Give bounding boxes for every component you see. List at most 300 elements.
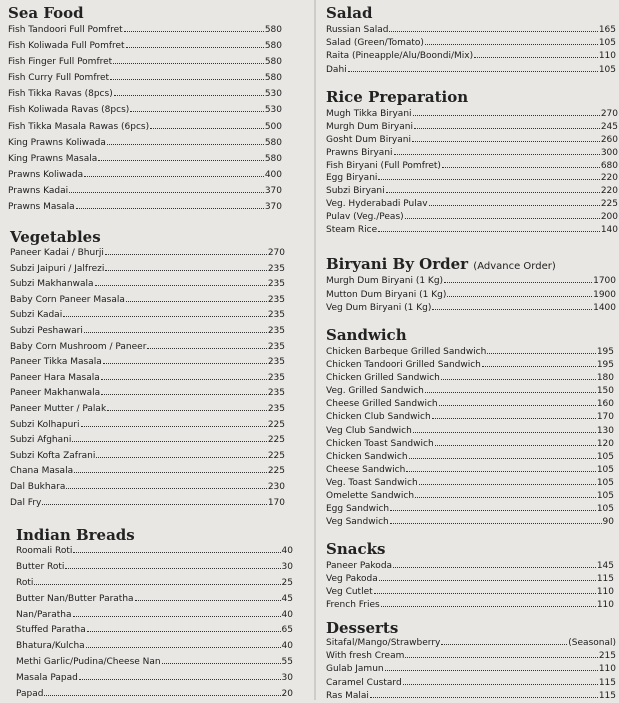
menu-item xyxy=(8,102,282,118)
menu-item xyxy=(10,402,285,418)
item-price: 225 xyxy=(267,466,285,477)
item-name: Veg. Toast Sandwich xyxy=(326,477,418,488)
item-price: 580 xyxy=(264,153,282,164)
menu-item xyxy=(10,371,285,387)
leader-dots xyxy=(87,625,281,632)
leader-dots xyxy=(442,161,600,168)
leader-dots xyxy=(84,326,267,333)
menu-item xyxy=(10,496,285,512)
item-price: 580 xyxy=(264,25,282,35)
menu-item xyxy=(8,135,282,151)
item-price: 580 xyxy=(264,73,282,84)
menu-section-indian-breads xyxy=(16,526,293,703)
item-name: Butter Roti xyxy=(16,561,65,572)
menu-item xyxy=(326,573,614,586)
leader-dots xyxy=(393,561,596,568)
item-price: 115 xyxy=(598,677,616,688)
item-price: 110 xyxy=(596,600,614,611)
menu-item xyxy=(326,650,616,663)
menu-item xyxy=(8,38,282,54)
item-price: 400 xyxy=(264,169,282,180)
leader-dots xyxy=(474,51,598,58)
menu-item xyxy=(326,451,614,464)
leader-dots xyxy=(389,25,597,32)
leader-dots xyxy=(447,290,592,297)
item-price: 270 xyxy=(600,109,618,119)
menu-item xyxy=(326,690,616,703)
item-name: Papad xyxy=(16,689,44,700)
item-name: Fish Tikka Ravas (8pcs) xyxy=(8,89,113,100)
leader-dots xyxy=(374,587,596,594)
item-price: 65 xyxy=(281,625,293,636)
menu-item xyxy=(8,86,282,102)
section-title: Snacks xyxy=(326,540,386,558)
item-name: Gosht Dum Biryani xyxy=(326,134,411,145)
menu-item xyxy=(10,262,285,278)
leader-dots xyxy=(73,546,280,553)
menu-item xyxy=(326,516,614,529)
leader-dots xyxy=(66,482,266,489)
item-price: 55 xyxy=(281,657,293,668)
item-name: Cheese Grilled Sandwich xyxy=(326,399,438,410)
menu-item xyxy=(326,160,618,173)
leader-dots xyxy=(34,578,280,585)
menu-item xyxy=(8,119,282,135)
item-name: Chicken Toast Sandwich xyxy=(326,438,434,449)
item-name: Chicken Club Sandwich xyxy=(326,412,431,423)
item-price: 235 xyxy=(267,263,285,274)
menu-item xyxy=(10,464,285,480)
menu-item xyxy=(326,425,614,438)
leader-dots xyxy=(444,276,592,283)
item-price: 170 xyxy=(596,412,614,423)
item-name: Egg Biryani xyxy=(326,173,378,184)
item-price: 530 xyxy=(264,89,282,100)
item-name: Prawns Koliwada xyxy=(8,169,84,180)
item-price: 235 xyxy=(267,372,285,383)
item-name: Baby Corn Mushroom / Paneer xyxy=(10,341,147,352)
item-name: Prawns Biryani xyxy=(326,147,393,158)
item-name: Pulav (Veg./Peas) xyxy=(326,212,404,223)
leader-dots xyxy=(390,517,602,524)
item-name: Ras Malai xyxy=(326,690,369,701)
menu-item xyxy=(16,639,293,655)
column-divider xyxy=(314,0,316,700)
menu-item xyxy=(16,560,293,576)
item-price: 30 xyxy=(281,673,293,684)
item-price: 195 xyxy=(596,347,614,357)
leader-dots xyxy=(101,373,267,380)
item-name: Subzi Makhanwala xyxy=(10,279,94,290)
menu-item xyxy=(16,592,293,608)
item-price: 235 xyxy=(267,294,285,305)
item-price: 145 xyxy=(596,561,614,571)
item-name: With fresh Cream xyxy=(326,651,405,662)
item-price: 235 xyxy=(267,279,285,290)
section-heading xyxy=(8,4,282,22)
item-name: Veg Dum Biryani (1 Kg) xyxy=(326,303,432,313)
item-name: Fish Tandoori Full Pomfret xyxy=(8,25,123,35)
menu-item xyxy=(10,433,285,449)
leader-dots xyxy=(386,186,600,193)
menu-item xyxy=(8,183,282,199)
menu-item xyxy=(326,477,614,490)
menu-item xyxy=(10,308,285,324)
item-name: Dal Fry xyxy=(10,497,42,508)
menu-item xyxy=(326,147,618,160)
item-name: Gulab Jamun xyxy=(326,664,384,675)
menu-item xyxy=(8,70,282,86)
item-name: Subzi Afghani xyxy=(10,435,72,446)
item-name: Subzi Peshawari xyxy=(10,325,83,336)
menu-item xyxy=(326,121,618,134)
menu-item xyxy=(16,608,293,624)
section-note: (Advance Order) xyxy=(473,261,556,272)
leader-dots xyxy=(107,404,267,411)
item-price: 235 xyxy=(267,325,285,336)
item-price: 1700 xyxy=(593,276,616,286)
menu-item xyxy=(10,355,285,371)
item-price: 530 xyxy=(264,105,282,116)
section-heading xyxy=(16,526,293,544)
leader-dots xyxy=(79,673,281,680)
leader-dots xyxy=(101,388,267,395)
item-name: Roti xyxy=(16,577,34,588)
menu-section-salad xyxy=(326,4,616,77)
item-price: 195 xyxy=(596,360,614,371)
section-title: Sea Food xyxy=(8,4,84,22)
item-name: Chicken Grilled Sandwich xyxy=(326,373,440,384)
menu-item xyxy=(10,418,285,434)
item-name: Chicken Sandwich xyxy=(326,451,408,462)
item-name: Bhatura/Kulcha xyxy=(16,641,85,652)
item-name: Paneer Mutter / Palak xyxy=(10,403,107,414)
section-heading xyxy=(326,255,616,275)
item-name: Prawns Kadai xyxy=(8,185,69,196)
menu-item xyxy=(10,324,285,340)
leader-dots xyxy=(86,641,281,648)
item-price: 220 xyxy=(600,186,618,197)
menu-item xyxy=(326,108,618,121)
leader-dots xyxy=(390,504,596,511)
item-name: Dal Bukhara xyxy=(10,481,66,492)
item-name: Omelette Sandwich xyxy=(326,491,415,502)
item-price: 215 xyxy=(598,651,616,662)
leader-dots xyxy=(425,386,596,393)
leader-dots xyxy=(63,310,267,317)
item-name: Fish Tikka Masala Rawas (6pcs) xyxy=(8,121,150,132)
item-price: 105 xyxy=(598,38,616,49)
leader-dots xyxy=(406,465,596,472)
leader-dots xyxy=(114,89,264,96)
section-heading xyxy=(326,88,618,108)
menu-item xyxy=(8,199,282,215)
leader-dots xyxy=(378,173,599,180)
item-price: 110 xyxy=(598,664,616,675)
leader-dots xyxy=(73,610,281,617)
item-price: 165 xyxy=(598,25,616,35)
item-price: 235 xyxy=(267,403,285,414)
item-price: 40 xyxy=(281,546,293,556)
leader-dots xyxy=(381,600,596,607)
item-name: Paneer Pakoda xyxy=(326,561,393,571)
item-price: 105 xyxy=(596,504,614,515)
menu-item xyxy=(8,167,282,183)
leader-dots xyxy=(441,373,596,380)
item-price: 160 xyxy=(596,399,614,410)
leader-dots xyxy=(385,664,598,671)
item-name: Chana Masala xyxy=(10,466,74,477)
item-price: 225 xyxy=(267,419,285,430)
leader-dots xyxy=(432,412,596,419)
item-price: 235 xyxy=(267,341,285,352)
leader-dots xyxy=(413,109,600,116)
leader-dots xyxy=(429,199,600,206)
leader-dots xyxy=(76,202,264,209)
menu-item xyxy=(10,340,285,356)
item-name: Stuffed Paratha xyxy=(16,625,86,636)
item-name: Fish Biryani (Full Pomfret) xyxy=(326,160,441,171)
leader-dots xyxy=(98,154,264,161)
item-name: Chicken Tandoori Grilled Sandwich xyxy=(326,360,481,371)
item-price: 245 xyxy=(600,121,618,132)
item-name: Steam Rice xyxy=(326,225,378,236)
item-price: 170 xyxy=(267,497,285,508)
menu-item xyxy=(326,224,618,237)
menu-item xyxy=(326,24,616,37)
item-name: Baby Corn Paneer Masala xyxy=(10,294,125,305)
leader-dots xyxy=(124,25,264,32)
section-heading xyxy=(326,619,616,637)
leader-dots xyxy=(415,491,596,498)
menu-item xyxy=(326,198,618,211)
section-heading xyxy=(326,326,614,346)
item-price: 225 xyxy=(267,435,285,446)
leader-dots xyxy=(162,657,281,664)
item-price: (Seasonal) xyxy=(568,638,616,648)
item-name: Dahi xyxy=(326,64,347,75)
item-name: Veg Club Sandwich xyxy=(326,425,412,436)
leader-dots xyxy=(72,435,266,442)
item-price: 370 xyxy=(264,185,282,196)
item-name: Subzi Kadai xyxy=(10,310,63,321)
item-name: Veg. Grilled Sandwich xyxy=(326,386,424,397)
item-name: Masala Papad xyxy=(16,673,78,684)
item-price: 260 xyxy=(600,134,618,145)
leader-dots xyxy=(105,248,267,255)
section-heading xyxy=(326,4,616,24)
menu-item xyxy=(326,372,614,385)
menu-item xyxy=(326,37,616,50)
leader-dots xyxy=(65,562,280,569)
section-title: Rice Preparation xyxy=(326,88,469,106)
menu-item xyxy=(16,671,293,687)
item-name: Butter Nan/Butter Paratha xyxy=(16,593,134,604)
section-title: Biryani By Order xyxy=(326,255,469,273)
menu-item xyxy=(10,386,285,402)
menu-item xyxy=(16,623,293,639)
item-price: 25 xyxy=(281,577,293,588)
menu-item xyxy=(16,544,293,560)
item-price: 1900 xyxy=(593,289,616,300)
item-name: Veg Sandwich xyxy=(326,517,389,528)
menu-item xyxy=(8,151,282,167)
menu-section-vegetables xyxy=(10,228,285,511)
item-price: 220 xyxy=(600,173,618,184)
item-name: Fish Koliwada Ravas (8pcs) xyxy=(8,105,130,116)
menu-section-sandwich xyxy=(326,326,614,529)
menu-item xyxy=(10,277,285,293)
section-title: Salad xyxy=(326,4,373,22)
leader-dots xyxy=(150,122,264,129)
item-name: Veg Pakoda xyxy=(326,574,378,585)
item-price: 130 xyxy=(596,425,614,436)
leader-dots xyxy=(482,360,596,367)
section-heading xyxy=(326,540,614,560)
menu-item xyxy=(10,293,285,309)
item-price: 200 xyxy=(600,212,618,223)
item-name: Salad (Green/Tomato) xyxy=(326,38,424,49)
leader-dots xyxy=(348,65,598,72)
menu-item xyxy=(10,449,285,465)
item-price: 105 xyxy=(596,491,614,502)
menu-item xyxy=(326,560,614,573)
leader-dots xyxy=(441,638,567,645)
item-price: 150 xyxy=(596,386,614,397)
menu-item xyxy=(326,503,614,516)
menu-item xyxy=(326,385,614,398)
leader-dots xyxy=(42,498,266,505)
menu-section-snacks xyxy=(326,540,614,612)
item-name: Veg Cutlet xyxy=(326,587,373,598)
item-name: French Fries xyxy=(326,600,380,611)
leader-dots xyxy=(126,295,267,302)
item-name: Russian Salad xyxy=(326,25,389,35)
leader-dots xyxy=(378,225,600,232)
menu-item xyxy=(326,398,614,411)
item-price: 45 xyxy=(281,593,293,604)
item-name: Subzi Kofta Zafrani xyxy=(10,450,96,461)
item-name: Nan/Paratha xyxy=(16,609,72,620)
menu-item xyxy=(8,54,282,70)
item-price: 90 xyxy=(602,517,614,528)
section-heading xyxy=(10,228,285,246)
item-name: Subzi Jaipuri / Jalfrezi xyxy=(10,263,105,274)
item-price: 105 xyxy=(596,477,614,488)
menu-item xyxy=(326,50,616,63)
item-price: 370 xyxy=(264,202,282,213)
menu-item xyxy=(10,246,285,262)
menu-section-sea-food xyxy=(8,4,282,215)
leader-dots xyxy=(412,135,600,142)
item-price: 40 xyxy=(281,641,293,652)
leader-dots xyxy=(69,186,264,193)
menu-item xyxy=(16,655,293,671)
item-price: 105 xyxy=(596,464,614,475)
leader-dots xyxy=(403,678,598,685)
item-price: 235 xyxy=(267,357,285,368)
item-name: Mutton Dum Biryani (1 Kg) xyxy=(326,289,447,300)
item-price: 230 xyxy=(267,481,285,492)
item-price: 500 xyxy=(264,121,282,132)
item-price: 180 xyxy=(596,373,614,384)
leader-dots xyxy=(405,651,597,658)
item-name: Subzi Biryani xyxy=(326,186,385,197)
item-name: Paneer Kadai / Bhurji xyxy=(10,248,104,258)
leader-dots xyxy=(147,342,266,349)
item-name: Murgh Dum Biryani (1 Kg) xyxy=(326,276,444,286)
item-name: Paneer Tikka Masala xyxy=(10,357,102,368)
menu-item xyxy=(326,464,614,477)
menu-item xyxy=(326,64,616,77)
leader-dots xyxy=(425,38,598,45)
leader-dots xyxy=(135,594,281,601)
item-name: Roomali Roti xyxy=(16,546,73,556)
leader-dots xyxy=(95,279,267,286)
item-price: 680 xyxy=(600,160,618,171)
item-price: 235 xyxy=(267,310,285,321)
leader-dots xyxy=(414,122,600,129)
item-name: Fish Koliwada Full Pomfret xyxy=(8,41,125,52)
item-price: 30 xyxy=(281,561,293,572)
item-name: King Prawns Masala xyxy=(8,153,98,164)
menu-item xyxy=(326,411,614,424)
section-title: Sandwich xyxy=(326,326,407,344)
item-name: Methi Garlic/Pudina/Cheese Nan xyxy=(16,657,161,668)
item-name: Prawns Masala xyxy=(8,202,75,213)
item-price: 115 xyxy=(598,690,616,701)
leader-dots xyxy=(439,399,596,406)
menu-item xyxy=(8,22,282,38)
item-name: Mugh Tikka Biryani xyxy=(326,109,412,119)
item-name: Murgh Dum Biryani xyxy=(326,121,413,132)
menu-section-desserts xyxy=(326,619,616,703)
leader-dots xyxy=(96,451,266,458)
menu-item xyxy=(326,275,616,289)
item-name: Chicken Barbeque Grilled Sandwich xyxy=(326,347,487,357)
item-price: 300 xyxy=(600,147,618,158)
leader-dots xyxy=(44,689,280,696)
leader-dots xyxy=(74,466,267,473)
leader-dots xyxy=(419,478,596,485)
item-price: 225 xyxy=(267,450,285,461)
leader-dots xyxy=(130,105,264,112)
item-name: Paneer Hara Masala xyxy=(10,372,100,383)
menu-item xyxy=(326,134,618,147)
leader-dots xyxy=(432,303,592,310)
menu-item xyxy=(326,599,614,612)
menu-item xyxy=(326,438,614,451)
leader-dots xyxy=(84,170,264,177)
item-name: Egg Sandwich xyxy=(326,504,390,515)
item-name: Subzi Kolhapuri xyxy=(10,419,80,430)
item-name: Veg. Hyderabadi Pulav xyxy=(326,199,428,210)
item-price: 580 xyxy=(264,137,282,148)
leader-dots xyxy=(107,138,264,145)
item-price: 20 xyxy=(281,689,293,700)
item-price: 1400 xyxy=(593,303,616,313)
leader-dots xyxy=(435,439,596,446)
item-price: 270 xyxy=(267,248,285,258)
menu-section-biryani-by-order xyxy=(326,255,616,316)
item-name: King Prawns Koliwada xyxy=(8,137,106,148)
leader-dots xyxy=(105,264,266,271)
item-price: 580 xyxy=(264,41,282,52)
leader-dots xyxy=(413,426,596,433)
menu-item xyxy=(326,172,618,185)
leader-dots xyxy=(103,357,267,364)
section-title: Vegetables xyxy=(10,228,101,246)
